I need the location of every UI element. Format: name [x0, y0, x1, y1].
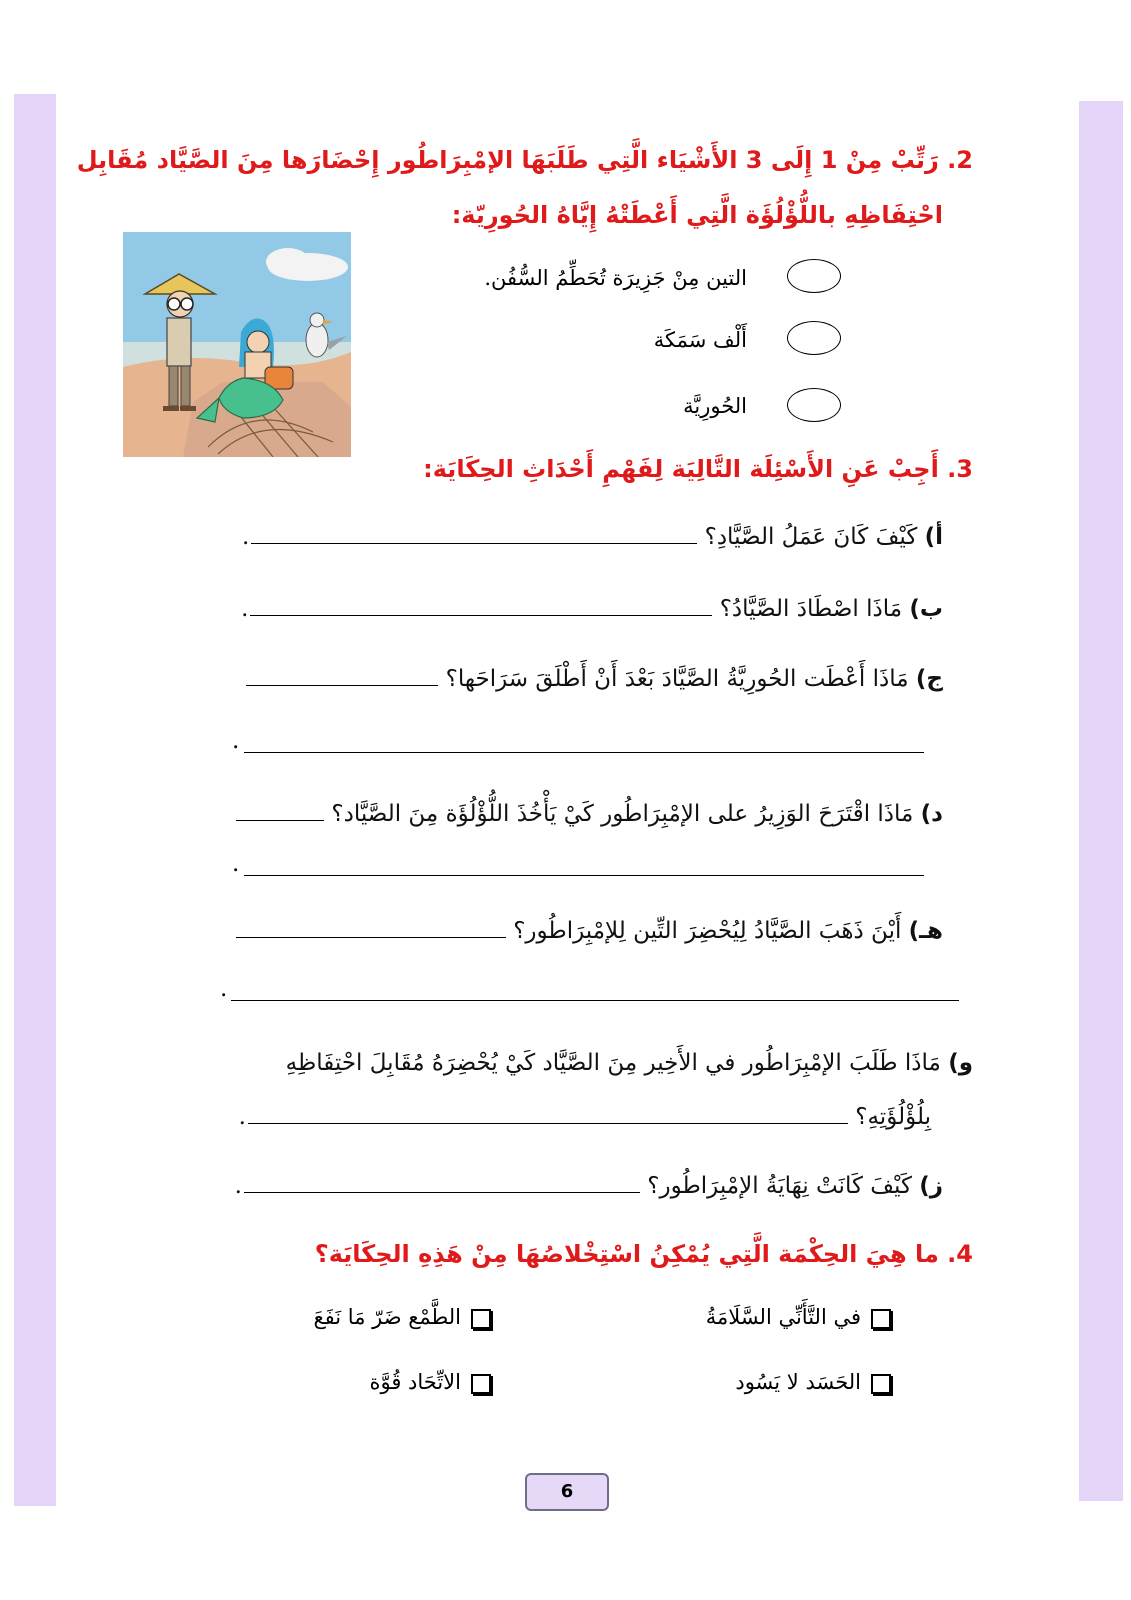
- option-figs: التين مِنْ جَزِيرَة تُحَطِّمُ السُّفُن.: [484, 266, 747, 290]
- question-g-letter: ز): [919, 1173, 943, 1199]
- option-mermaid: الحُورِيَّة: [683, 394, 747, 418]
- q3-heading: 3. أَجِبْ عَنِ الأَسْئِلَة التَّالِيَة لِفَهْمِ أَحْدَاثِ الحِكَايَة:: [423, 455, 973, 483]
- answer-f-dot: .: [238, 1104, 246, 1130]
- checkbox-icon[interactable]: [471, 1309, 491, 1329]
- answer-e-dot: .: [220, 976, 228, 1002]
- question-e-letter: هـ): [908, 918, 943, 944]
- choice-unity-label: الاتِّحَاد قُوَّة: [369, 1370, 461, 1394]
- question-e-text: أَيْنَ ذَهَبَ الصَّيَّادُ لِيُحْضِرَ التِّين لِلإمْبِرَاطُور؟: [513, 918, 902, 944]
- answer-f-line[interactable]: [248, 1103, 848, 1124]
- q4-heading: 4. ما هِيَ الحِكْمَة الَّتِي يُمْكِنُ اسْتِخْلاصُهَا مِنْ هَذِهِ الحِكَايَة؟: [314, 1240, 973, 1268]
- answer-d-line-1[interactable]: [236, 800, 324, 821]
- question-b-text: مَاذَا اصْطَادَ الصَّيَّادُ؟: [719, 596, 903, 622]
- question-b: [241, 595, 943, 622]
- answer-c-dot: .: [232, 728, 240, 754]
- answer-b-dot: .: [241, 596, 249, 622]
- checkbox-icon[interactable]: [871, 1309, 891, 1329]
- left-margin-bar: [14, 94, 56, 1506]
- right-margin-bar: [1079, 101, 1123, 1501]
- question-b-letter: ب): [909, 596, 943, 622]
- choice-envy-label: الحَسَد لا يَسُود: [735, 1370, 861, 1394]
- question-a-letter: أ): [924, 524, 943, 550]
- answer-e-line-1[interactable]: [236, 917, 506, 938]
- answer-a-dot: .: [241, 524, 250, 550]
- checkbox-icon[interactable]: [471, 1374, 491, 1394]
- choice-unity[interactable]: [369, 1370, 491, 1394]
- choice-envy[interactable]: [735, 1370, 891, 1394]
- question-c-text: مَاذَا أَعْطَت الحُورِيَّةُ الصَّيَّادَ بَعْدَ أَنْ أَطْلَقَ سَرَاحَها؟: [445, 666, 909, 692]
- answer-d-line-2[interactable]: [244, 875, 924, 876]
- question-c-letter: ج): [915, 666, 943, 692]
- question-f-text-2: بِلُؤْلُؤَتِهِ؟: [855, 1104, 931, 1130]
- question-d: [236, 800, 943, 827]
- answer-g-dot: .: [234, 1173, 242, 1199]
- checkbox-icon[interactable]: [871, 1374, 891, 1394]
- question-g: [235, 1172, 943, 1199]
- question-f-text: مَاذَا طَلَبَ الإمْبِرَاطُور في الأَخِير مِنَ الصَّيَّاد كَيْ يُحْضِرَهُ مُقَابِلَ احْتِفَاظِهِ: [285, 1050, 941, 1076]
- answer-g-line[interactable]: [244, 1172, 640, 1193]
- q2-heading-line2: احْتِفَاظِهِ باللُّؤْلُؤَة الَّتِي أَعْطَتْهُ إِيَّاهُ الحُورِيّة:: [451, 201, 943, 229]
- choice-patience[interactable]: [706, 1305, 891, 1329]
- answer-c-line-2[interactable]: [244, 752, 924, 753]
- answer-e-line-2[interactable]: [231, 1000, 959, 1001]
- question-d-letter: د): [920, 801, 943, 827]
- rank-oval-3[interactable]: [787, 388, 841, 422]
- fisherman-mermaid-illustration: [123, 232, 351, 457]
- question-f: [286, 1050, 973, 1076]
- answer-a-line[interactable]: [251, 523, 697, 544]
- rank-oval-2[interactable]: [787, 321, 841, 355]
- question-a: [242, 523, 943, 550]
- page-number: 6: [525, 1473, 609, 1511]
- question-c: [246, 665, 943, 692]
- rank-oval-1[interactable]: [787, 259, 841, 293]
- answer-c-line-1[interactable]: [246, 665, 438, 686]
- q2-heading-line1: 2. رَتِّبْ مِنْ 1 إِلَى 3 الأَشْيَاء الَّتِي طَلَبَهَا الإمْبِرَاطُور إِحْضَارَها مِنَ الصَّيَّاد مُقَابِل: [76, 146, 973, 174]
- question-g-text: كَيْفَ كَانَتْ نِهَايَةُ الإمْبِرَاطُور؟: [647, 1173, 912, 1199]
- question-d-text: مَاذَا اقْتَرَحَ الوَزِيرُ على الإمْبِرَاطُور كَيْ يَأْخُذَ اللُّؤْلُؤَة مِنَ الصَّيَّاد؟: [331, 801, 914, 827]
- choice-greed-label: الطَّمْع ضَرّ مَا نَفَعَ: [313, 1305, 461, 1329]
- answer-b-line[interactable]: [250, 595, 712, 616]
- question-f-letter: و): [948, 1050, 973, 1076]
- choice-patience-label: في التَّأَنِّي السَّلَامَةُ: [705, 1305, 861, 1329]
- answer-d-dot: .: [232, 851, 240, 877]
- question-f-continued: [239, 1103, 931, 1130]
- question-a-text: كَيْفَ كَانَ عَمَلُ الصَّيَّادِ؟: [704, 524, 918, 550]
- choice-greed[interactable]: [313, 1305, 491, 1329]
- question-e: [236, 917, 943, 944]
- option-thousand-fish: أَلْف سَمَكَة: [653, 328, 747, 352]
